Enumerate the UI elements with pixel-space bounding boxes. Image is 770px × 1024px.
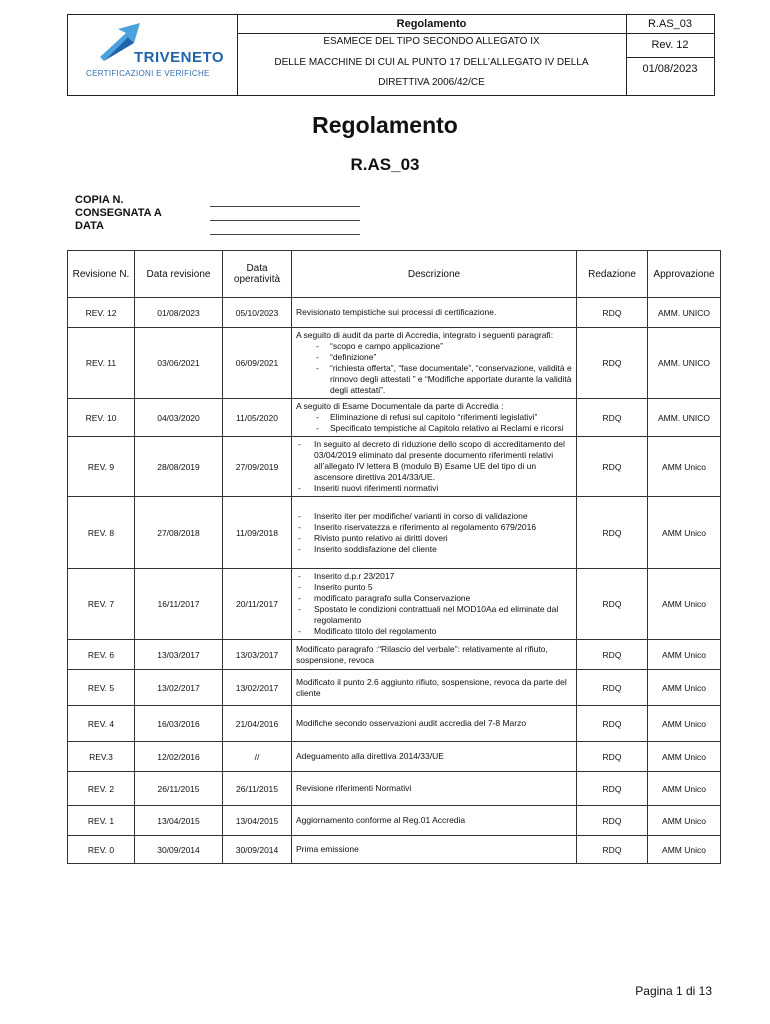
cell-description: [292, 399, 577, 437]
table-row: [68, 497, 721, 569]
cell-revision: REV. 9: [68, 437, 135, 497]
cell-revision: REV. 8: [68, 497, 135, 569]
cell-drafting: RDQ: [577, 836, 648, 864]
description-line: Revisionato tempistiche sui processi di certificazione.: [296, 307, 497, 317]
cell-approval: AMM. UNICO: [648, 298, 721, 328]
header-subtitle-1: ESAMECE DEL TIPO SECONDO ALLEGATO IX: [323, 36, 540, 47]
cell-revision: REV. 1: [68, 806, 135, 836]
cell-revision: REV. 6: [68, 640, 135, 670]
cell-approval: AMM Unico: [648, 569, 721, 640]
cell-description: [292, 772, 577, 806]
col-header-revision-date: Data revisione: [135, 251, 223, 298]
cell-description: [292, 640, 577, 670]
cell-description: [292, 497, 577, 569]
table-row: [68, 437, 721, 497]
document-header: [67, 14, 715, 96]
table-row: [68, 399, 721, 437]
cell-operative-date: 13/02/2017: [223, 670, 292, 706]
cell-revision-date: 13/03/2017: [135, 640, 223, 670]
page-number: Pagina 1 di 13: [635, 984, 712, 998]
col-header-operative-date: Data operatività: [223, 251, 292, 298]
cell-drafting: RDQ: [577, 497, 648, 569]
cell-approval: AMM Unico: [648, 836, 721, 864]
cell-approval: AMM Unico: [648, 772, 721, 806]
cell-revision-date: 01/08/2023: [135, 298, 223, 328]
cell-revision-date: 28/08/2019: [135, 437, 223, 497]
description-line: - Inserito riservatezza e riferimento al regolamento 679/2016: [296, 522, 572, 533]
description-line: - Eliminazione di refusi sul capitolo “riferimenti legislativi”: [296, 412, 572, 423]
header-subtitle-3: DIRETTIVA 2006/42/CE: [378, 77, 485, 88]
cell-operative-date: //: [223, 742, 292, 772]
cell-description: [292, 706, 577, 742]
description-line: - Specificato tempistiche al Capitolo relativo ai Reclami e ricorsi: [296, 423, 572, 434]
table-row: [68, 806, 721, 836]
revision-table-body: [68, 298, 721, 864]
col-header-revision: Revisione N.: [68, 251, 135, 298]
cell-operative-date: 20/11/2017: [223, 569, 292, 640]
table-row: [68, 298, 721, 328]
table-row: [68, 670, 721, 706]
col-header-description: Descrizione: [292, 251, 577, 298]
logo-tagline: CERTIFICAZIONI E VERIFICHE: [86, 69, 210, 78]
delivered-to-label: CONSEGNATA A: [75, 207, 162, 219]
cell-drafting: RDQ: [577, 772, 648, 806]
cell-drafting: RDQ: [577, 298, 648, 328]
document-revision: Rev. 12: [626, 33, 714, 58]
header-meta-cell: [626, 15, 714, 95]
cell-revision-date: 30/09/2014: [135, 836, 223, 864]
cell-operative-date: 06/09/2021: [223, 328, 292, 399]
cell-description: [292, 742, 577, 772]
cell-drafting: RDQ: [577, 569, 648, 640]
description-line: Modificato paragrafo :“Rilascio del verbale”: relativamente al rifiuto, sospensione, revoca: [296, 643, 548, 665]
cell-description: [292, 569, 577, 640]
cell-approval: AMM Unico: [648, 742, 721, 772]
description-line: Adeguamento alla direttiva 2014/33/UE: [296, 751, 444, 761]
copy-number-label: COPIA N.: [75, 194, 124, 206]
description-line: Modifiche secondo osservazioni audit accredia del 7-8 Marzo: [296, 718, 527, 728]
cell-drafting: RDQ: [577, 806, 648, 836]
logo-cell: [68, 15, 238, 95]
cell-operative-date: 13/04/2015: [223, 806, 292, 836]
cell-approval: AMM. UNICO: [648, 328, 721, 399]
delivered-to-line: [210, 207, 360, 221]
company-logo: [82, 21, 227, 89]
description-line: - In seguito al decreto di riduzione dello scopo di accreditamento del 03/04/2019 eliminato dal presente documento riferimenti relativi all’allegato IV lettera B (modulo B) Esame UE del tipo di un ascensore direttiva 2014/33/UE.: [296, 439, 572, 483]
cell-revision-date: 16/03/2016: [135, 706, 223, 742]
cell-revision: REV. 10: [68, 399, 135, 437]
revision-table: [67, 250, 721, 864]
table-row: [68, 836, 721, 864]
cell-approval: AMM Unico: [648, 437, 721, 497]
cell-drafting: RDQ: [577, 706, 648, 742]
description-line: Modificato il punto 2.6 aggiunto rifiuto, sospensione, revoca da parte del cliente: [296, 676, 567, 698]
table-row: [68, 742, 721, 772]
description-line: A seguito di Esame Documentale da parte di Accredia :: [296, 401, 504, 411]
table-row: [68, 706, 721, 742]
description-line: - Inserito iter per modifiche/ varianti in corso di validazione: [296, 511, 572, 522]
cell-revision: REV. 12: [68, 298, 135, 328]
cell-drafting: RDQ: [577, 742, 648, 772]
col-header-approval: Approvazione: [648, 251, 721, 298]
table-row: [68, 328, 721, 399]
cell-drafting: RDQ: [577, 437, 648, 497]
description-line: - Inseriti nuovi riferimenti normativi: [296, 483, 572, 494]
cell-operative-date: 11/05/2020: [223, 399, 292, 437]
cell-approval: AMM Unico: [648, 497, 721, 569]
cell-operative-date: 13/03/2017: [223, 640, 292, 670]
cell-operative-date: 11/09/2018: [223, 497, 292, 569]
description-line: - “scopo e campo applicazione”: [296, 341, 572, 352]
logo-name: TRIVENETO: [134, 49, 225, 66]
description-line: - Inserito soddisfazione del cliente: [296, 544, 572, 555]
description-line: - Modificato titolo del regolamento: [296, 626, 572, 637]
description-line: - Inserito d.p.r 23/2017: [296, 571, 572, 582]
cell-revision: REV. 11: [68, 328, 135, 399]
table-row: [68, 640, 721, 670]
copy-number-line: [210, 193, 360, 207]
cell-drafting: RDQ: [577, 670, 648, 706]
table-row: [68, 569, 721, 640]
cell-revision: REV.3: [68, 742, 135, 772]
cell-revision-date: 26/11/2015: [135, 772, 223, 806]
cell-revision-date: 16/11/2017: [135, 569, 223, 640]
cell-approval: AMM Unico: [648, 806, 721, 836]
cell-drafting: RDQ: [577, 328, 648, 399]
description-line: - modificato paragrafo sulla Conservazione: [296, 593, 572, 604]
cell-revision-date: 27/08/2018: [135, 497, 223, 569]
copy-info-lines: [210, 193, 360, 235]
cell-operative-date: 26/11/2015: [223, 772, 292, 806]
date-label: DATA: [75, 220, 104, 232]
cell-approval: AMM Unico: [648, 706, 721, 742]
cell-operative-date: 27/09/2019: [223, 437, 292, 497]
date-line: [210, 221, 360, 235]
cell-revision-date: 04/03/2020: [135, 399, 223, 437]
cell-drafting: RDQ: [577, 399, 648, 437]
cell-description: [292, 298, 577, 328]
cell-revision-date: 03/06/2021: [135, 328, 223, 399]
cell-revision: REV. 4: [68, 706, 135, 742]
cell-operative-date: 30/09/2014: [223, 836, 292, 864]
cell-revision: REV. 5: [68, 670, 135, 706]
cell-revision-date: 12/02/2016: [135, 742, 223, 772]
document-code: R.AS_03: [626, 15, 714, 34]
description-line: A seguito di audit da parte di Accredia, integrato i seguenti paragrafi:: [296, 330, 554, 340]
page-code: R.AS_03: [350, 155, 420, 174]
cell-approval: AMM Unico: [648, 640, 721, 670]
description-line: - “richiesta offerta”, “fase documentale”, “conservazione, validità e rinnovo degli attestati ” e “Modifiche apportate durante la validità degli attestati”.: [296, 363, 572, 396]
cell-revision-date: 13/04/2015: [135, 806, 223, 836]
cell-revision: REV. 0: [68, 836, 135, 864]
cell-description: [292, 836, 577, 864]
table-header-row: [68, 251, 721, 298]
header-title-cell: [237, 15, 627, 95]
cell-revision: REV. 2: [68, 772, 135, 806]
cell-revision-date: 13/02/2017: [135, 670, 223, 706]
cell-description: [292, 670, 577, 706]
header-title: Regolamento: [237, 15, 626, 34]
cell-approval: AMM Unico: [648, 670, 721, 706]
description-line: Prima emissione: [296, 844, 359, 854]
description-line: Revisione riferimenti Normativi: [296, 783, 412, 793]
document-date: 01/08/2023: [642, 63, 698, 75]
cell-operative-date: 21/04/2016: [223, 706, 292, 742]
cell-description: [292, 328, 577, 399]
col-header-drafting: Redazione: [577, 251, 648, 298]
page-title: Regolamento: [312, 112, 458, 138]
cell-revision: REV. 7: [68, 569, 135, 640]
cell-approval: AMM. UNICO: [648, 399, 721, 437]
description-line: - Spostato le condizioni contrattuali nel MOD10Aa ed eliminate dal regolamento: [296, 604, 572, 626]
description-line: Aggiornamento conforme al Reg.01 Accredia: [296, 815, 466, 825]
header-subtitle-2: DELLE MACCHINE DI CUI AL PUNTO 17 DELL’ALLEGATO IV DELLA: [274, 57, 589, 68]
cell-operative-date: 05/10/2023: [223, 298, 292, 328]
description-line: - Rivisto punto relativo ai diritti doveri: [296, 533, 572, 544]
cell-description: [292, 806, 577, 836]
cell-drafting: RDQ: [577, 640, 648, 670]
copy-info-labels: [75, 194, 162, 233]
description-line: - Inserito punto 5: [296, 582, 572, 593]
description-line: - “definizione”: [296, 352, 572, 363]
cell-description: [292, 437, 577, 497]
table-row: [68, 772, 721, 806]
